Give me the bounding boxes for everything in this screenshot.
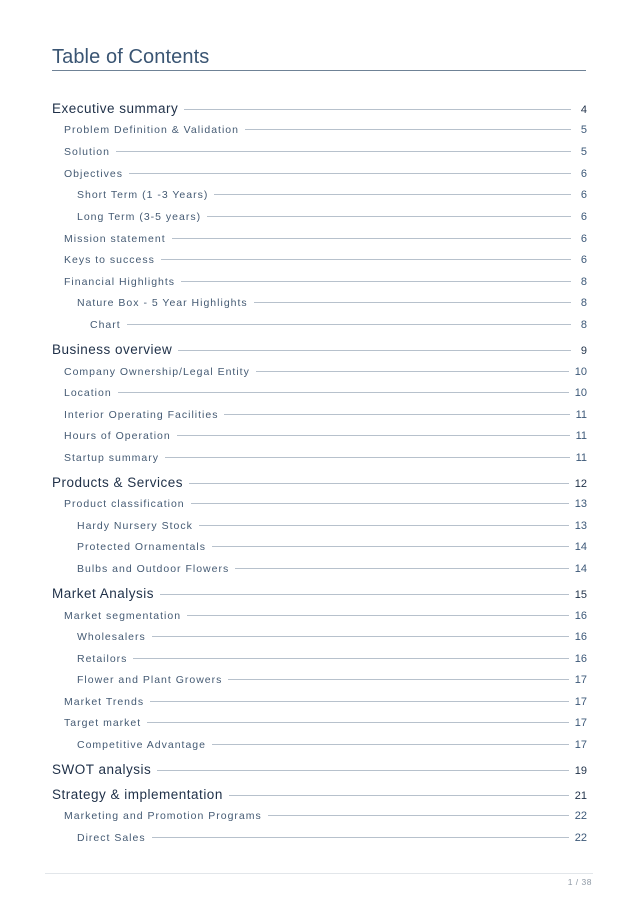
toc-page-number: 13 xyxy=(574,498,587,510)
toc-page-number: 11 xyxy=(575,409,587,421)
toc-leader-line xyxy=(187,615,569,616)
toc-entry-label: SWOT analysis xyxy=(52,762,152,777)
toc-entry-label: Startup summary xyxy=(64,452,159,464)
toc-leader-line xyxy=(184,109,571,110)
toc-entry-label: Business overview xyxy=(52,342,173,357)
toc-entry-label: Financial Highlights xyxy=(64,276,176,288)
toc-page-number: 6 xyxy=(580,233,587,245)
toc-page-number: 16 xyxy=(574,631,587,643)
toc-page-number: 10 xyxy=(574,366,587,378)
toc-leader-line xyxy=(133,658,568,659)
toc-leader-line xyxy=(191,503,569,504)
toc-leader-line xyxy=(245,129,571,130)
toc-entry-label: Market Analysis xyxy=(52,586,155,601)
toc-entry-label: Market Trends xyxy=(64,696,145,708)
toc-entry[interactable] xyxy=(64,498,587,516)
toc-entry[interactable] xyxy=(64,276,587,294)
toc-entry-label: Interior Operating Facilities xyxy=(64,409,219,421)
toc-leader-line xyxy=(147,722,569,723)
toc-leader-line xyxy=(152,837,569,838)
toc-entry[interactable] xyxy=(52,787,587,805)
toc-entry-label: Retailors xyxy=(77,653,128,665)
toc-entry[interactable] xyxy=(64,452,587,470)
toc-page-number: 10 xyxy=(574,387,587,399)
toc-leader-line xyxy=(127,324,571,325)
toc-entry[interactable] xyxy=(52,101,587,119)
toc-leader-line xyxy=(212,744,569,745)
toc-page-number: 5 xyxy=(580,146,587,158)
toc-page-number: 6 xyxy=(580,189,587,201)
toc-page-number: 13 xyxy=(574,520,587,532)
toc-page-number: 16 xyxy=(574,610,587,622)
toc-leader-line xyxy=(268,815,569,816)
toc-entry[interactable] xyxy=(64,124,587,142)
toc-entry-label: Wholesalers xyxy=(77,631,146,643)
toc-entry[interactable] xyxy=(64,387,587,405)
toc-leader-line xyxy=(224,414,569,415)
toc-page-number: 6 xyxy=(580,168,587,180)
toc-leader-line xyxy=(212,546,569,547)
toc-entry[interactable] xyxy=(52,762,587,780)
toc-leader-line xyxy=(118,392,569,393)
toc-entry[interactable] xyxy=(77,563,587,581)
toc-page-number: 4 xyxy=(580,104,587,116)
toc-page-number: 17 xyxy=(574,674,587,686)
toc-page-number: 22 xyxy=(574,832,587,844)
toc-entry-label: Objectives xyxy=(64,168,124,180)
toc-leader-line xyxy=(177,435,570,436)
toc-leader-line xyxy=(254,302,571,303)
toc-entry-label: Direct Sales xyxy=(77,832,146,844)
toc-page-number: 8 xyxy=(580,319,587,331)
toc-page-number: 8 xyxy=(580,297,587,309)
toc-leader-line xyxy=(256,371,569,372)
toc-entry-label: Long Term (3-5 years) xyxy=(77,211,202,223)
toc-leader-line xyxy=(207,216,571,217)
toc-leader-line xyxy=(181,281,571,282)
toc-entry-label: Competitive Advantage xyxy=(77,739,206,751)
toc-entry[interactable] xyxy=(64,233,587,251)
toc-entry-label: Target market xyxy=(64,717,142,729)
toc-page-number: 21 xyxy=(574,790,587,802)
toc-entry[interactable] xyxy=(64,366,587,384)
toc-entry[interactable] xyxy=(64,430,587,448)
toc-entry-label: Problem Definition & Validation xyxy=(64,124,239,136)
toc-entry[interactable] xyxy=(77,211,587,229)
toc-leader-line xyxy=(229,795,569,796)
toc-entry-label: Products & Services xyxy=(52,475,184,490)
toc-entry[interactable] xyxy=(77,832,587,850)
toc-entry-label: Strategy & implementation xyxy=(52,787,223,802)
toc-entry[interactable] xyxy=(64,409,587,427)
page-indicator: 1 / 38 xyxy=(567,877,592,887)
toc-entry-label: Hardy Nursery Stock xyxy=(77,520,193,532)
toc-page-number: 17 xyxy=(574,696,587,708)
toc-entry[interactable] xyxy=(77,653,587,671)
toc-page-number: 14 xyxy=(574,541,587,553)
toc-page-number: 15 xyxy=(574,589,587,601)
toc-entry-label: Marketing and Promotion Programs xyxy=(64,810,262,822)
toc-entry[interactable] xyxy=(90,319,587,337)
toc-leader-line xyxy=(157,770,568,771)
toc-leader-line xyxy=(172,238,571,239)
toc-leader-line xyxy=(129,173,571,174)
toc-page-number: 17 xyxy=(574,717,587,729)
toc-entry[interactable] xyxy=(77,297,587,315)
toc-entry[interactable] xyxy=(64,717,587,735)
toc-leader-line xyxy=(165,457,570,458)
toc-page-number: 9 xyxy=(580,345,587,357)
toc-entry-label: Solution xyxy=(64,146,110,158)
toc-entry-label: Market segmentation xyxy=(64,610,182,622)
toc-page-number: 6 xyxy=(580,254,587,266)
toc-leader-line xyxy=(150,701,569,702)
toc-entry[interactable] xyxy=(77,674,587,692)
toc-page-number: 17 xyxy=(574,739,587,751)
toc-page-number: 6 xyxy=(580,211,587,223)
toc-leader-line xyxy=(189,483,569,484)
toc-entry-label: Chart xyxy=(90,319,121,331)
toc-entry-label: Product classification xyxy=(64,498,185,510)
toc-leader-line xyxy=(161,259,571,260)
toc-entry[interactable] xyxy=(64,810,587,828)
toc-entry[interactable] xyxy=(77,631,587,649)
toc-page-number: 16 xyxy=(574,653,587,665)
toc-leader-line xyxy=(214,194,571,195)
page-title: Table of Contents xyxy=(52,46,210,68)
toc-entry-label: Bulbs and Outdoor Flowers xyxy=(77,563,230,575)
toc-page-number: 14 xyxy=(574,563,587,575)
footer-divider xyxy=(45,873,593,874)
toc-leader-line xyxy=(228,679,568,680)
title-divider xyxy=(52,70,586,71)
toc-entry-label: Short Term (1 -3 Years) xyxy=(77,189,209,201)
toc-page-number: 19 xyxy=(574,765,587,777)
toc-page-number: 5 xyxy=(580,124,587,136)
toc-entry[interactable] xyxy=(77,520,587,538)
toc-leader-line xyxy=(152,636,569,637)
toc-entry[interactable] xyxy=(64,696,587,714)
toc-entry-label: Flower and Plant Growers xyxy=(77,674,223,686)
toc-page-number: 11 xyxy=(575,452,587,464)
toc-entry-label: Protected Ornamentals xyxy=(77,541,206,553)
toc-entry[interactable] xyxy=(64,254,587,272)
toc-entry[interactable] xyxy=(64,168,587,186)
toc-entry-label: Executive summary xyxy=(52,101,179,116)
toc-entry[interactable] xyxy=(64,146,587,164)
toc-entry[interactable] xyxy=(52,586,587,604)
toc-page-number: 11 xyxy=(575,430,587,442)
toc-entry-label: Hours of Operation xyxy=(64,430,171,442)
toc-entry[interactable] xyxy=(52,342,587,360)
toc-entry-label: Nature Box - 5 Year Highlights xyxy=(77,297,248,309)
toc-leader-line xyxy=(160,594,569,595)
toc-entry[interactable] xyxy=(77,739,587,757)
toc-leader-line xyxy=(199,525,569,526)
toc-entry[interactable] xyxy=(77,189,587,207)
toc-entry-label: Location xyxy=(64,387,112,399)
toc-entry-label: Mission statement xyxy=(64,233,166,245)
toc-page-number: 12 xyxy=(574,478,587,490)
toc-page-number: 22 xyxy=(574,810,587,822)
toc-leader-line xyxy=(235,568,569,569)
toc-entry[interactable] xyxy=(52,475,587,493)
toc-leader-line xyxy=(178,350,571,351)
toc-leader-line xyxy=(116,151,571,152)
toc-entry[interactable] xyxy=(64,610,587,628)
toc-entry-label: Keys to success xyxy=(64,254,155,266)
toc-page-number: 8 xyxy=(580,276,587,288)
toc-entry-label: Company Ownership/Legal Entity xyxy=(64,366,250,378)
toc-entry[interactable] xyxy=(77,541,587,559)
